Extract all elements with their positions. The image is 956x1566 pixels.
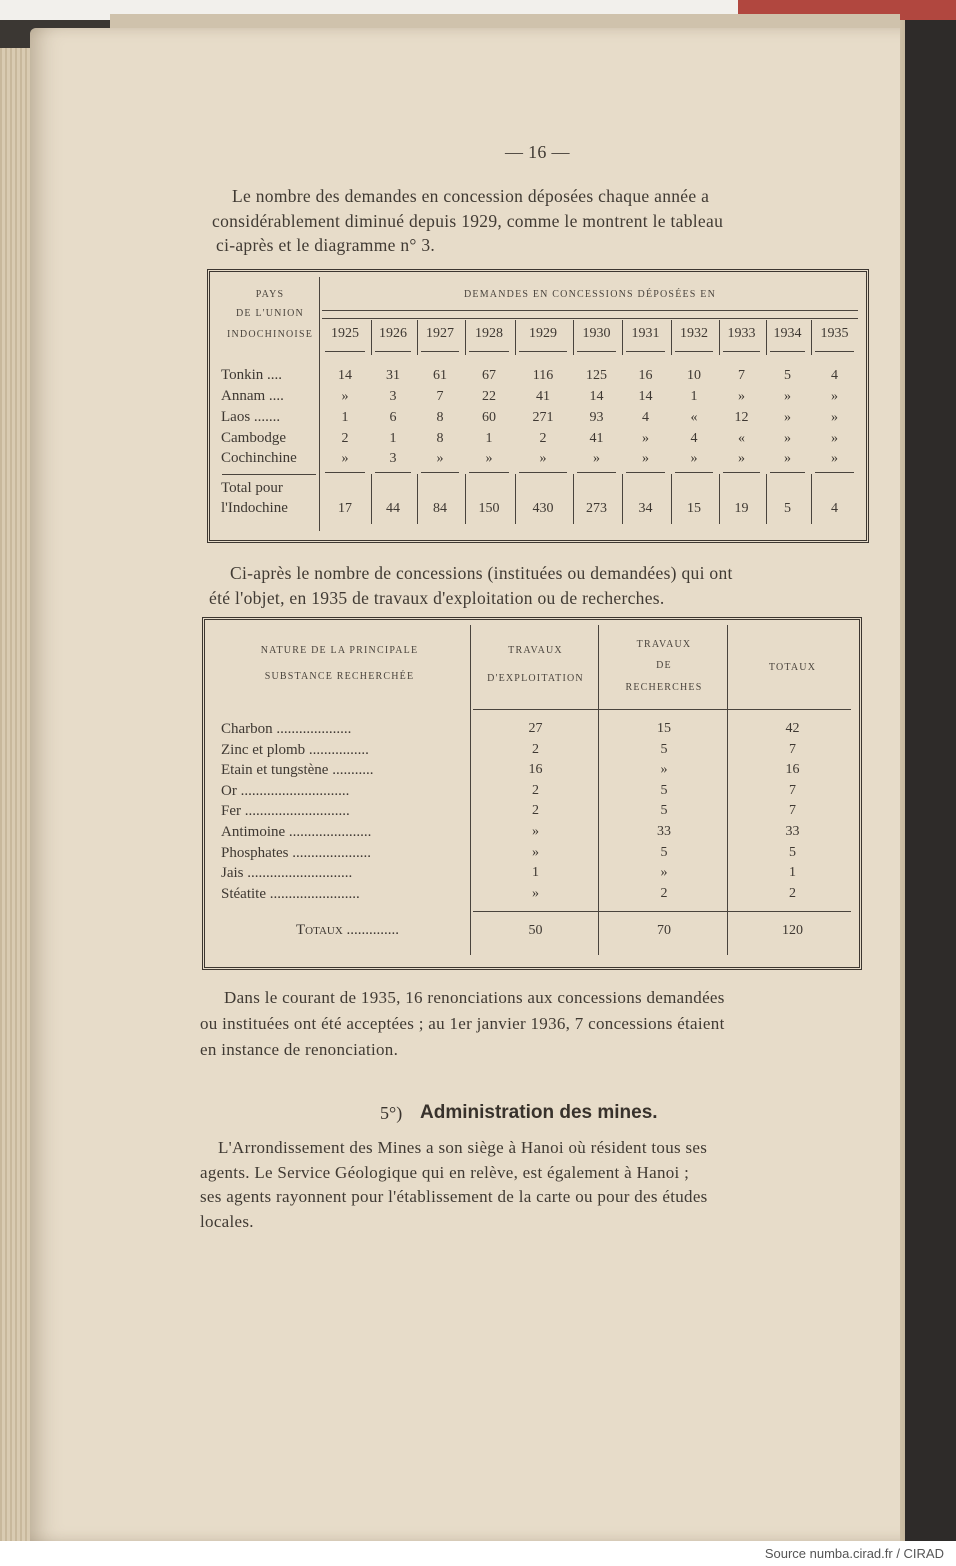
table1-row-label: Cochinchine — [221, 450, 297, 466]
table2-cell-total: 7 — [789, 783, 796, 798]
table1-cell: 14 — [338, 368, 352, 383]
table2-cell-recherche: 5 — [660, 845, 668, 860]
table1-total-divider — [371, 474, 372, 524]
table1-subtotal-rule — [626, 472, 665, 473]
table2-cell-recherche: » — [660, 865, 668, 880]
table2-col-divider-3 — [727, 625, 728, 955]
table1-subtotal-rule — [421, 472, 459, 473]
table1-year-1933: 1933 — [727, 326, 756, 341]
table1-year-underline — [770, 351, 805, 352]
table1-year-1925: 1925 — [331, 326, 359, 341]
renonciation-line-2: ou instituées ont été acceptées ; au 1er janvier 1936, 7 concessions étaient — [200, 1014, 725, 1033]
table1-header-country-1: PAYS — [255, 289, 285, 300]
table1-cell: 12 — [734, 410, 749, 425]
table1-year-1932: 1932 — [680, 326, 708, 341]
table2-cell-total: 1 — [789, 865, 796, 880]
table1-total-cell: 150 — [478, 501, 500, 516]
table1-cell: 3 — [389, 451, 397, 466]
middle-line-2: été l'objet, en 1935 de travaux d'exploitation ou de recherches. — [209, 588, 665, 608]
table1-cell: 4 — [690, 431, 698, 446]
table1-total-cell: 5 — [784, 501, 791, 516]
table1-cell: 8 — [436, 431, 444, 446]
table1-total-divider — [719, 474, 720, 524]
section-title: Administration des mines. — [420, 1102, 658, 1123]
table2-header-recherche-2: DE — [656, 660, 672, 671]
table1-cell: » — [738, 389, 745, 404]
table1-cell: 2 — [341, 431, 349, 446]
right-dark-background — [905, 20, 956, 1541]
table2-cell-exploit: » — [532, 824, 539, 839]
table1-cell: 41 — [589, 431, 604, 446]
section-number: 5°) — [380, 1103, 403, 1123]
table1-cell: 7 — [738, 368, 745, 383]
middle-line-1: Ci-après le nombre de concessions (instituées ou demandées) qui ont — [230, 563, 733, 583]
table1-cell: 61 — [433, 368, 447, 383]
table2-cell-total: 5 — [789, 845, 796, 860]
table1-cell: 116 — [532, 368, 554, 383]
table1-year-1931: 1931 — [631, 326, 660, 341]
table1-total-divider — [417, 474, 418, 524]
table1-year-divider — [719, 320, 720, 355]
table2-total-total: 120 — [782, 923, 803, 938]
table1-cell: 10 — [687, 368, 701, 383]
table1-cell: » — [784, 431, 791, 446]
table1-total-cell: 84 — [433, 501, 447, 516]
table1-subtotal-rule — [375, 472, 411, 473]
table2-cell-total: 2 — [789, 886, 796, 901]
table2-cell-exploit: 16 — [528, 762, 543, 777]
table1-group-header-rule-2 — [322, 318, 858, 319]
table2-row-label: Fer ............................ — [221, 803, 350, 819]
table1-total-divider — [515, 474, 516, 524]
table1-cell: » — [341, 451, 349, 466]
table1-year-underline — [375, 351, 411, 352]
table2-header-nature-2: SUBSTANCE RECHERCHÉE — [264, 671, 415, 682]
table2-row-label: Etain et tungstène ........... — [221, 762, 374, 778]
table1-subtotal-rule — [469, 472, 509, 473]
table1-year-underline — [723, 351, 760, 352]
table1-cell: 271 — [532, 410, 554, 425]
table1-cell: » — [436, 451, 444, 466]
table1-cell: 93 — [589, 410, 604, 425]
table2-cell-recherche: » — [660, 762, 668, 777]
table1-cell: » — [690, 451, 698, 466]
intro-line-2: considérablement diminué depuis 1929, comme le montrent le tableau — [212, 211, 724, 231]
admin-line-1: L'Arrondissement des Mines a son siège à Hanoi où résident tous ses — [218, 1138, 708, 1157]
table2-cell-recherche: 5 — [660, 803, 668, 818]
table2-row-label: Zinc et plomb ................ — [221, 742, 369, 758]
table2-cell-exploit: 27 — [528, 721, 543, 736]
table1-header-country-2: DE L'UNION — [236, 308, 304, 319]
table1-cell: 8 — [436, 410, 444, 425]
table1-cell: 1 — [341, 410, 349, 425]
table1-cell: 7 — [436, 389, 444, 404]
table2-header-totaux: TOTAUX — [768, 662, 817, 673]
table2-cell-exploit: » — [532, 845, 539, 860]
table2-row-label: Charbon .................... — [221, 721, 352, 737]
table2-cell-total: 7 — [789, 803, 796, 818]
table2-header-rule — [473, 709, 851, 710]
table1-cell: 41 — [536, 389, 550, 404]
table1-cell: 16 — [638, 368, 653, 383]
table2-total-exploit: 50 — [528, 923, 543, 938]
table2-cell-total: 42 — [785, 721, 800, 736]
table1-cell: 22 — [482, 389, 496, 404]
table1-year-1935: 1935 — [820, 326, 849, 341]
table1-total-cell: 15 — [687, 501, 701, 516]
table1-cell: 14 — [638, 389, 653, 404]
table1-year-divider — [671, 320, 672, 355]
table1-label-rule — [222, 474, 316, 475]
table1-year-divider — [515, 320, 516, 355]
table1-subtotal-rule — [815, 472, 854, 473]
table1-year-divider — [371, 320, 372, 355]
table1-cell: 1 — [389, 431, 397, 446]
table2-cell-recherche: 5 — [660, 742, 668, 757]
table1-cell: » — [738, 451, 745, 466]
footer-bar — [0, 1541, 956, 1566]
table2-row-label: Stéatite ........................ — [221, 886, 360, 902]
table1-total-divider — [573, 474, 574, 524]
table2-row-label: Phosphates ..................... — [221, 845, 371, 861]
table1-cell: » — [593, 451, 600, 466]
table1-year-divider — [465, 320, 466, 355]
table1-total-cell: 44 — [386, 501, 400, 516]
table1-total-cell: 4 — [831, 501, 838, 516]
table1-cell: » — [642, 451, 649, 466]
table1-cell: 14 — [589, 389, 604, 404]
table1-cell: 2 — [539, 431, 547, 446]
table2-cell-exploit: 2 — [532, 783, 539, 798]
table1-year-underline — [577, 351, 616, 352]
table1-subtotal-rule — [325, 472, 365, 473]
page-number: — 16 — — [505, 142, 570, 162]
table1-cell: » — [341, 389, 349, 404]
table1-year-divider — [811, 320, 812, 355]
table1-group-header-rule — [322, 310, 858, 311]
table1-total-cell: 430 — [532, 501, 554, 516]
table1-year-divider — [622, 320, 623, 355]
table1-year-divider — [417, 320, 418, 355]
table1-year-underline — [469, 351, 509, 352]
table1-cell: « — [738, 431, 745, 446]
table1-subtotal-rule — [577, 472, 616, 473]
table1-year-divider — [766, 320, 767, 355]
table2-row-label: Jais ............................ — [221, 865, 353, 881]
table1-cell: 1 — [485, 431, 493, 446]
table2-row-label: Antimoine ...................... — [221, 824, 372, 840]
table1-total-cell: 17 — [338, 501, 352, 516]
table1-year-1934: 1934 — [773, 326, 802, 341]
table1-year-underline — [325, 351, 365, 352]
table1-subtotal-rule — [519, 472, 567, 473]
table1-cell: » — [831, 451, 838, 466]
table1-total-cell: 273 — [586, 501, 607, 516]
table1-year-underline — [519, 351, 567, 352]
table1-total-divider — [622, 474, 623, 524]
table1-cell: » — [485, 451, 493, 466]
table2-header-exploit-2: D'EXPLOITATION — [487, 673, 584, 684]
admin-line-4: locales. — [200, 1212, 254, 1231]
intro-line-1: Le nombre des demandes en concession déposées chaque année a — [232, 186, 710, 206]
table2-total-recherche: 70 — [657, 923, 671, 938]
table1-cell: 67 — [482, 368, 496, 383]
table1-cell: » — [784, 451, 791, 466]
table1-year-divider — [573, 320, 574, 355]
intro-line-3: ci-après et le diagramme n° 3. — [216, 235, 436, 255]
source-credit: Source numba.cirad.fr / CIRAD — [764, 1546, 944, 1561]
table1-total-divider — [465, 474, 466, 524]
table2-total-label: Totaux .............. — [296, 922, 400, 938]
table2-col-divider-2 — [598, 625, 599, 955]
table2-header-recherche-3: RECHERCHES — [625, 682, 703, 693]
table1-row-label: Tonkin .... — [221, 367, 283, 383]
table1-cell: 4 — [642, 410, 649, 425]
table1-subtotal-rule — [723, 472, 760, 473]
table1-header-group: DEMANDES EN CONCESSIONS DÉPOSÉES EN — [463, 289, 717, 300]
table1-subtotal-rule — [770, 472, 805, 473]
table1-year-underline — [626, 351, 665, 352]
table1-cell: 6 — [389, 410, 397, 425]
table1-cell: » — [784, 410, 791, 425]
table1-cell: 125 — [586, 368, 607, 383]
table1-total-divider — [671, 474, 672, 524]
admin-line-3: ses agents rayonnent pour l'établissement de la carte ou pour des études — [200, 1187, 708, 1206]
table1-cell: » — [831, 389, 838, 404]
table2-col-divider-1 — [470, 625, 471, 955]
table1-header-country-3: INDOCHINOISE — [226, 329, 314, 340]
table1-total-divider — [811, 474, 812, 524]
table1-year-1927: 1927 — [426, 326, 454, 341]
table1-year-underline — [421, 351, 459, 352]
table1-year-underline — [675, 351, 713, 352]
table1-cell: « — [690, 410, 698, 425]
table1-total-cell: 34 — [638, 501, 653, 516]
table1-year-1929: 1929 — [529, 326, 557, 341]
table2-cell-exploit: » — [532, 886, 539, 901]
table1-cell: » — [539, 451, 547, 466]
table2-cell-total: 33 — [785, 824, 800, 839]
renonciation-line-3: en instance de renonciation. — [200, 1040, 399, 1059]
table2-header-exploit-1: TRAVAUX — [508, 645, 563, 656]
table1-year-underline — [815, 351, 854, 352]
table2-cell-recherche: 2 — [660, 886, 668, 901]
table1-year-1930: 1930 — [582, 326, 611, 341]
table1-cell: » — [642, 431, 649, 446]
table1-cell: 5 — [784, 368, 791, 383]
table1-total-cell: 19 — [734, 501, 749, 516]
table2-cell-recherche: 5 — [660, 783, 668, 798]
table1-year-1926: 1926 — [379, 326, 407, 341]
table2-cell-exploit: 2 — [532, 803, 539, 818]
table1-cell: 31 — [386, 368, 400, 383]
table1-cell: 4 — [831, 368, 838, 383]
table1-cell: » — [831, 410, 838, 425]
table2-cell-exploit: 1 — [532, 865, 539, 880]
table2-cell-total: 7 — [789, 742, 796, 757]
table2-cell-recherche: 15 — [657, 721, 671, 736]
table1-total-label-2: l'Indochine — [221, 500, 288, 516]
table1-year-1928: 1928 — [475, 326, 503, 341]
table1-cell: 1 — [690, 389, 698, 404]
admin-line-2: agents. Le Service Géologique qui en relève, est également à Hanoi ; — [200, 1163, 690, 1182]
table2-cell-total: 16 — [785, 762, 800, 777]
table1-row-label: Laos ....... — [221, 409, 281, 425]
table1-total-divider — [766, 474, 767, 524]
table2-header-recherche-1: TRAVAUX — [636, 639, 692, 650]
table1-cell: 60 — [482, 410, 496, 425]
renonciation-line-1: Dans le courant de 1935, 16 renonciations aux concessions demandées — [224, 988, 725, 1007]
table1-row-label: Cambodge — [221, 430, 286, 446]
table2-cell-exploit: 2 — [532, 742, 539, 757]
table1-total-label-1: Total pour — [221, 480, 283, 496]
table2-total-rule — [473, 911, 851, 912]
table1-cell: » — [831, 431, 838, 446]
table1-cell: » — [784, 389, 791, 404]
table1-subtotal-rule — [675, 472, 713, 473]
table2-cell-recherche: 33 — [657, 824, 671, 839]
table1-row-label: Annam .... — [221, 388, 284, 404]
table1-cell: 3 — [389, 389, 397, 404]
table2-row-label: Or ............................. — [221, 783, 350, 799]
table2-header-nature-1: NATURE DE LA PRINCIPALE — [260, 645, 419, 656]
